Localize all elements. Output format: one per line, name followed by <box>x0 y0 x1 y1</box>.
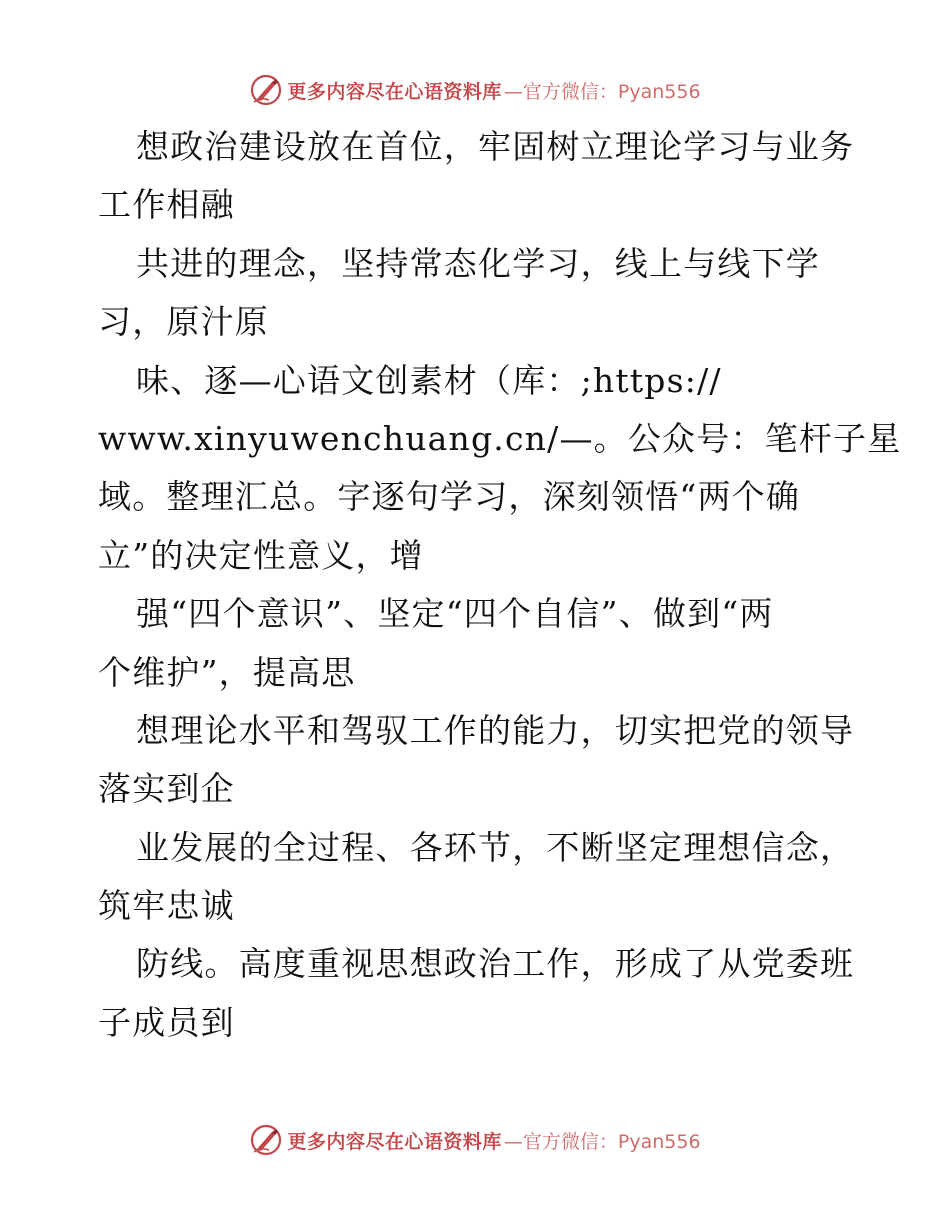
body-line: 域。整理汇总。字逐句学习，深刻领悟“两个确 <box>98 477 801 517</box>
body-line: 落实到企 <box>98 769 235 809</box>
pen-logo-icon <box>249 73 283 107</box>
document-body <box>98 118 902 1052</box>
pen-logo-icon <box>249 1123 283 1157</box>
body-line: 想政治建设放在首位，牢固树立理论学习与业务 <box>136 127 855 166</box>
body-line: 防线。高度重视思想政治工作，形成了从党委班 <box>136 944 855 984</box>
body-line: 共进的理念，坚持常态化学习，线上与线下学 <box>136 243 820 283</box>
body-line: 习，原汁原 <box>98 302 269 342</box>
body-line: 业发展的全过程、各环节，不断坚定理想信念， <box>136 827 855 867</box>
footer-watermark-title: 更多内容尽在心语资料库 <box>287 1130 502 1153</box>
header-watermark <box>0 70 950 110</box>
header-watermark-title: 更多内容尽在心语资料库 <box>287 80 502 103</box>
body-line: 个维护”，提高思 <box>98 652 356 692</box>
body-line: 想理论水平和驾驭工作的能力，切实把党的领导 <box>136 710 855 750</box>
body-line: 强“四个意识”、坚定“四个自信”、做到“两 <box>136 594 774 634</box>
body-line: 筑牢忠诚 <box>98 886 235 926</box>
footer-watermark-contact: —官方微信：Pyan556 <box>503 1130 701 1153</box>
body-line: 子成员到 <box>98 1002 235 1042</box>
body-line: 立”的决定性意义，增 <box>98 535 424 575</box>
body-line: 工作相融 <box>98 185 235 225</box>
body-line: 味、逐—心语文创素材（库：;https:// <box>136 360 722 400</box>
body-line: www.xinyuwenchuang.cn/—。公众号：笔杆子星 <box>98 418 902 458</box>
footer-watermark <box>0 1120 950 1160</box>
header-watermark-contact: —官方微信：Pyan556 <box>503 80 701 103</box>
